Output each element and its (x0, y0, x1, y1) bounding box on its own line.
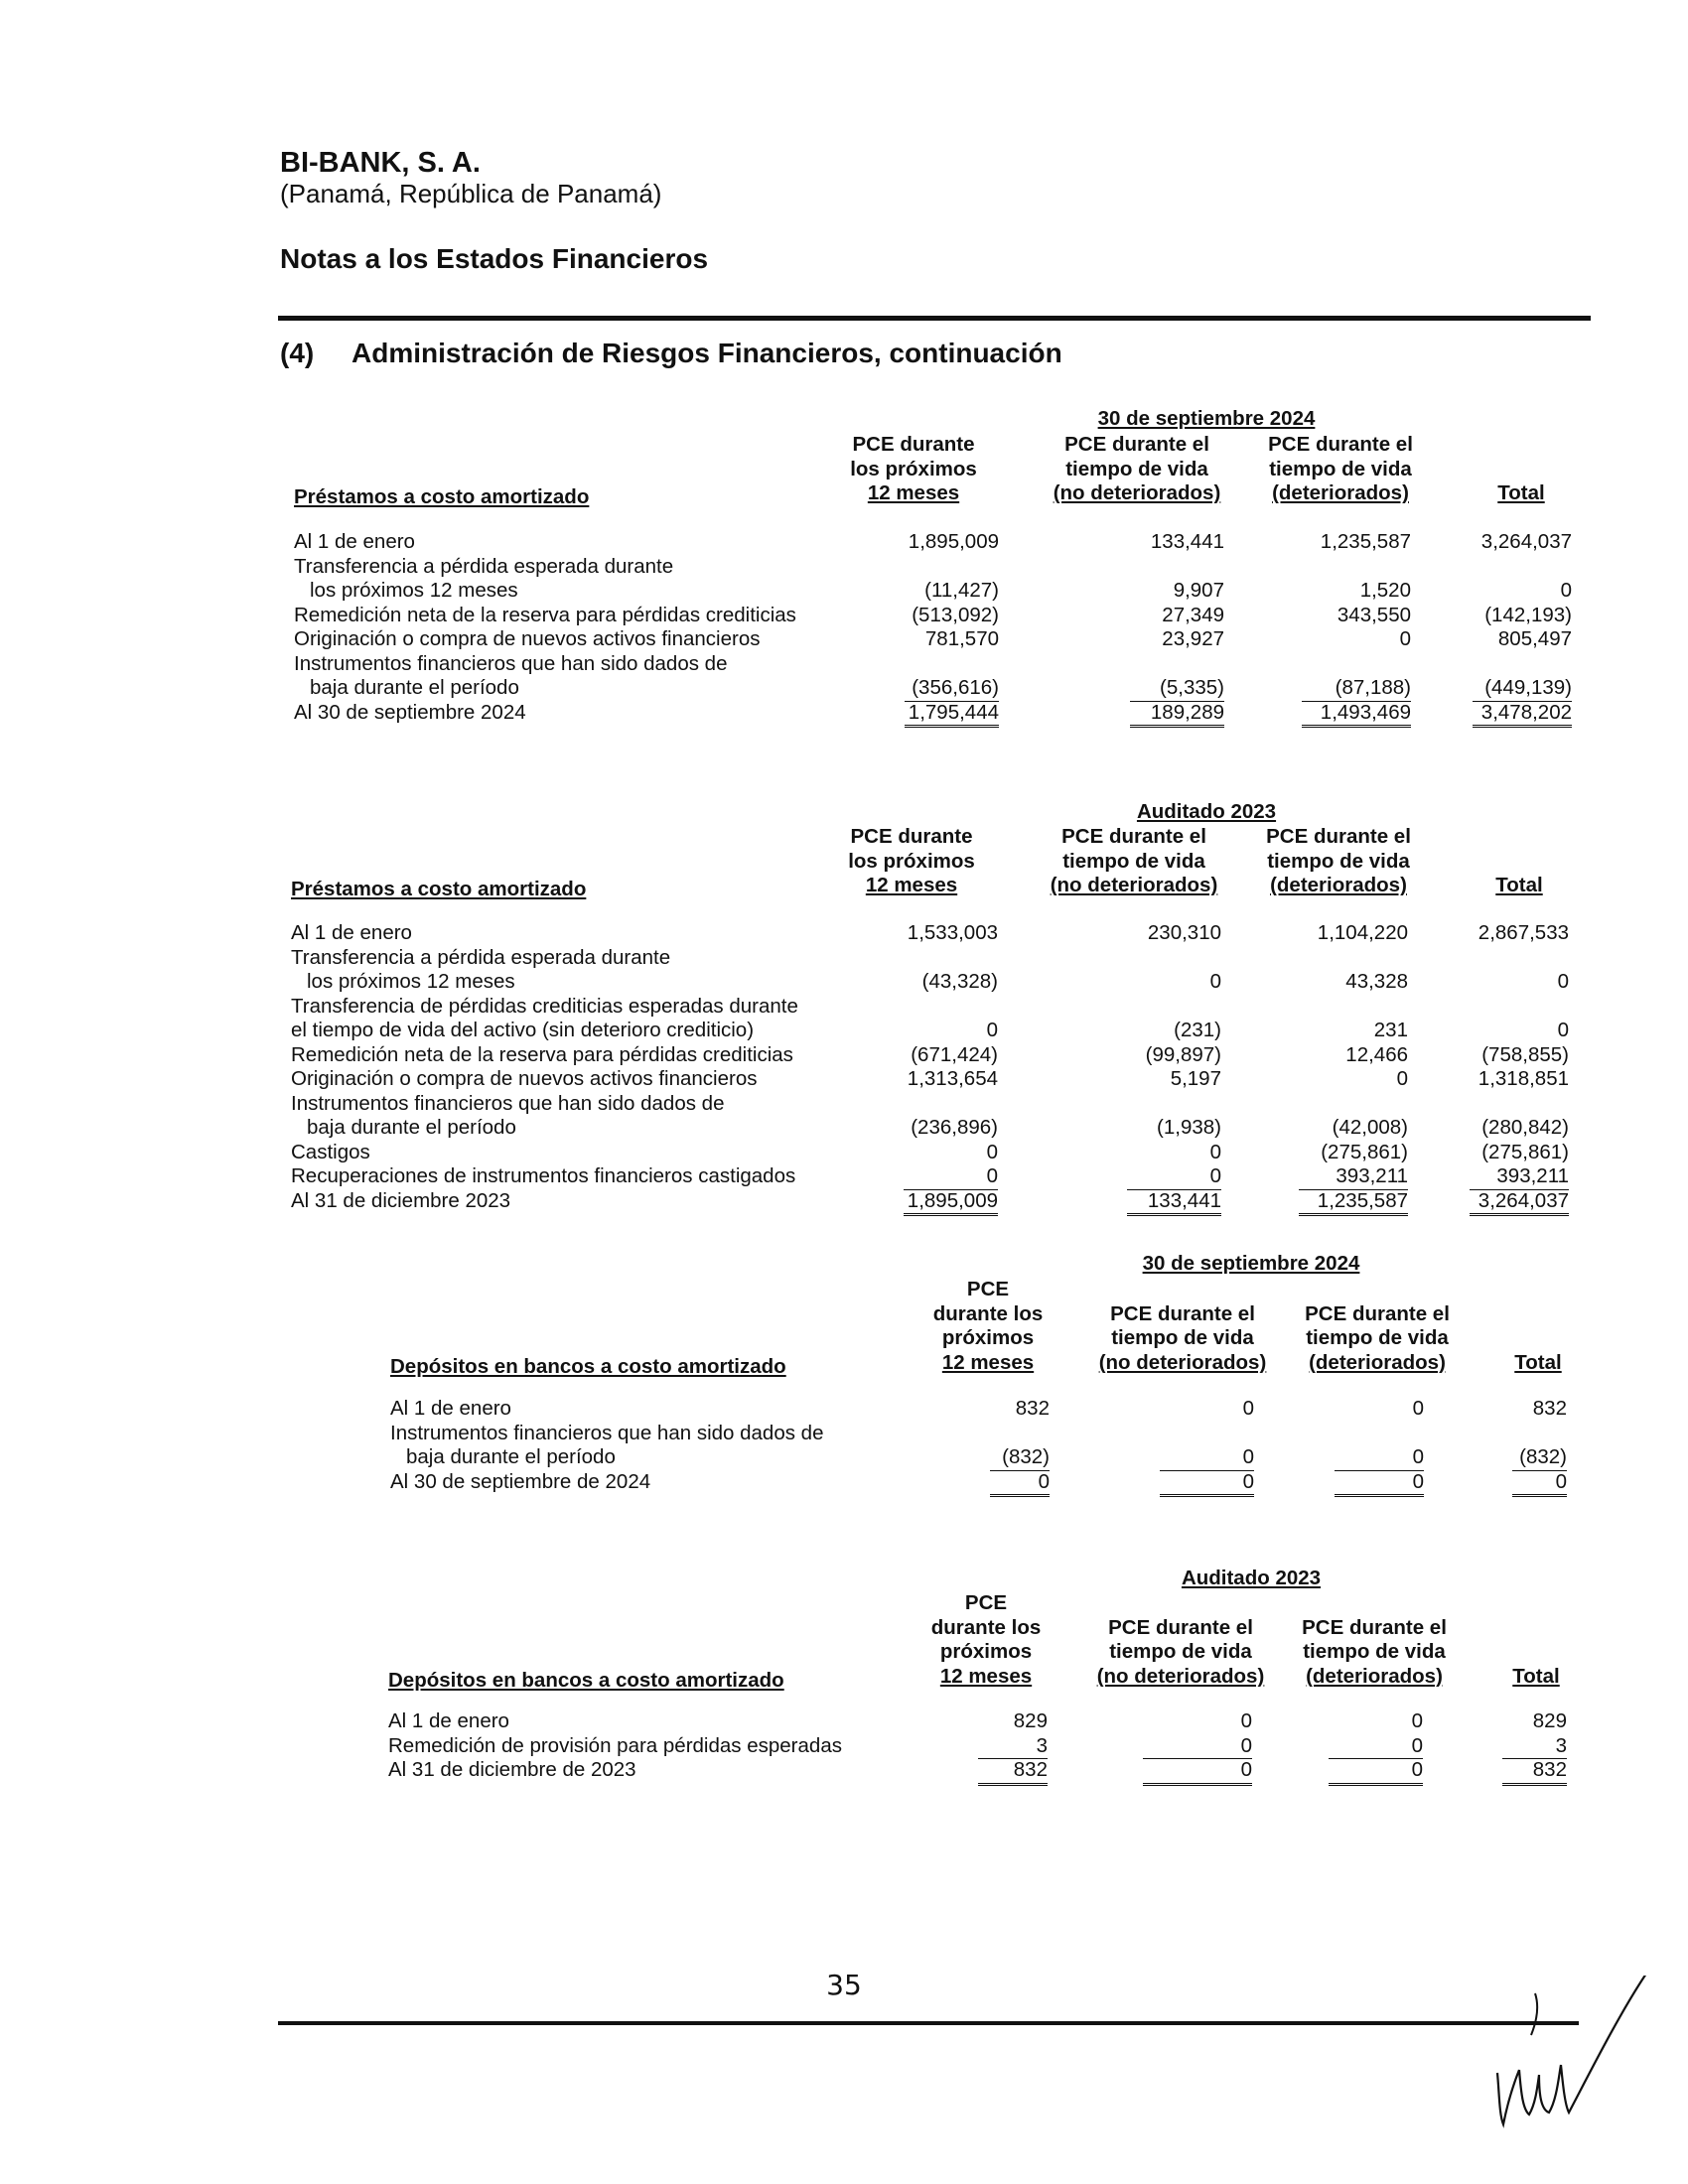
cell-value: 1,520 (1359, 579, 1411, 602)
cell-value: 832 (1502, 1758, 1567, 1786)
header-line: 12 meses (867, 481, 960, 504)
header-line: PCE durante el (1302, 1615, 1447, 1639)
cell-value: 829 (1532, 1709, 1567, 1732)
row-label: Remedición neta de la reserva para pérdidas crediticias (294, 603, 796, 626)
header-line: tiempo de vida (1062, 849, 1205, 873)
row-label: Remedición de provisión para pérdidas esperadas (388, 1733, 842, 1757)
cell-value: 0 (1335, 1445, 1424, 1471)
col-header-lifetime-impaired (1285, 1616, 1464, 1690)
cell-value: (513,092) (912, 603, 999, 626)
cell-value: 832 (1015, 1397, 1050, 1420)
cell-value: 23,927 (1162, 627, 1224, 650)
cell-value: 9,907 (1173, 579, 1224, 602)
header-line: PCE (964, 1591, 1008, 1614)
header-line: (no deteriorados) (1098, 1350, 1267, 1374)
header-line: próximos (941, 1326, 1035, 1349)
row-label-header: Depósitos en bancos a costo amortizado (390, 1354, 786, 1378)
header-line: durante los (932, 1301, 1044, 1325)
header-line: Total (1497, 481, 1545, 504)
cell-value: 1,895,009 (908, 530, 999, 553)
section-number: (4) (280, 338, 315, 368)
header-line: (deteriorados) (1272, 481, 1409, 504)
header-line: los próximos (850, 457, 977, 480)
cell-value: 1,235,587 (1299, 1189, 1408, 1217)
cell-value: 231 (1373, 1019, 1408, 1041)
row-label: Instrumentos financieros que han sido dados de (390, 1421, 824, 1444)
cell-value: 343,550 (1336, 603, 1411, 626)
header-line: PCE durante el (1108, 1615, 1253, 1639)
row-label: Originación o compra de nuevos activos financieros (294, 627, 761, 650)
cell-value: 0 (1242, 1397, 1254, 1420)
row-label-header: Préstamos a costo amortizado (291, 878, 587, 900)
col-header-lifetime-not-impaired (1093, 1302, 1272, 1376)
cell-value: 0 (1560, 579, 1572, 602)
cell-value: 133,441 (1150, 530, 1224, 553)
header-line: tiempo de vida (1111, 1326, 1254, 1349)
cell-value: 805,497 (1497, 627, 1572, 650)
row-label: Originación o compra de nuevos activos financieros (291, 1067, 758, 1090)
cell-value: 0 (1240, 1709, 1252, 1732)
cell-value: 0 (1411, 1709, 1423, 1732)
row-label: Remedición neta de la reserva para pérdidas crediticias (291, 1042, 793, 1066)
row-label: Al 1 de enero (291, 921, 412, 944)
cell-value: 0 (1399, 627, 1411, 650)
header-line: (deteriorados) (1309, 1350, 1446, 1374)
cell-value: 3 (978, 1734, 1048, 1760)
col-header-12-month-ecl (899, 1278, 1077, 1375)
header-line: durante los (930, 1615, 1042, 1639)
cell-value: 3 (1502, 1734, 1567, 1760)
cell-value: (356,616) (905, 676, 999, 702)
cell-value: (832) (1512, 1445, 1567, 1471)
cell-value: (832) (990, 1445, 1050, 1471)
header-line: (deteriorados) (1306, 1664, 1443, 1688)
signature-initials (1479, 1976, 1668, 2174)
cell-value: (5,335) (1130, 676, 1224, 702)
row-label: Castigos (291, 1140, 370, 1163)
cell-value: 0 (1160, 1470, 1254, 1498)
cell-value: 27,349 (1162, 603, 1224, 626)
period-heading: Auditado 2023 (1136, 800, 1277, 823)
cell-value: 832 (1532, 1397, 1567, 1420)
cell-value: 0 (1412, 1397, 1424, 1420)
header-line: próximos (939, 1640, 1033, 1663)
header-line: Total (1512, 1664, 1560, 1688)
cell-value: 0 (1209, 970, 1221, 993)
cell-value: 1,235,587 (1320, 530, 1411, 553)
company-location: (Panamá, República de Panamá) (280, 179, 662, 208)
row-label: baja durante el período (406, 1445, 616, 1468)
cell-value: 832 (978, 1758, 1048, 1786)
cell-value: (142,193) (1484, 603, 1572, 626)
cell-value: 0 (1335, 1470, 1424, 1498)
header-rule (278, 316, 1591, 321)
header-line: PCE durante (850, 825, 973, 848)
header-line: los próximos (848, 849, 975, 873)
header-line: 12 meses (941, 1350, 1035, 1374)
row-label: Al 1 de enero (388, 1709, 509, 1732)
header-line: PCE durante el (1266, 825, 1411, 848)
row-label-header: Préstamos a costo amortizado (294, 485, 590, 508)
row-label: Al 31 de diciembre de 2023 (388, 1758, 636, 1781)
section-title: Administración de Riesgos Financieros, continuación (352, 338, 1062, 368)
cell-value: (236,896) (911, 1116, 998, 1139)
cell-value: 1,493,469 (1302, 701, 1411, 729)
row-label: Recuperaciones de instrumentos financieros castigados (291, 1164, 796, 1187)
footer-rule (278, 2021, 1579, 2025)
row-label: baja durante el período (307, 1116, 516, 1139)
header-line: PCE durante el (1061, 825, 1206, 848)
cell-value: 189,289 (1130, 701, 1224, 729)
cell-value: 1,795,444 (905, 701, 999, 729)
col-header-lifetime-not-impaired (1048, 433, 1226, 506)
cell-value: 3,478,202 (1473, 701, 1572, 729)
col-header-12-month-ecl (897, 1591, 1075, 1689)
cell-value: (1,938) (1157, 1116, 1221, 1139)
cell-value: 781,570 (924, 627, 999, 650)
cell-value: 0 (1396, 1067, 1408, 1090)
header-line: 12 meses (939, 1664, 1033, 1688)
header-line: tiempo de vida (1109, 1640, 1252, 1663)
cell-value: 3,264,037 (1480, 530, 1572, 553)
cell-value: 1,895,009 (904, 1189, 998, 1217)
row-label-header: Depósitos en bancos a costo amortizado (388, 1668, 784, 1692)
cell-value: 0 (1512, 1470, 1567, 1498)
cell-value: (43,328) (921, 970, 998, 993)
cell-value: (275,861) (1321, 1140, 1408, 1163)
col-header-lifetime-impaired (1251, 433, 1430, 506)
col-header-12-month-ecl (822, 825, 1001, 898)
row-label: el tiempo de vida del activo (sin deterioro crediticio) (291, 1019, 755, 1041)
col-header-total (1432, 481, 1611, 506)
cell-value: (99,897) (1145, 1042, 1221, 1066)
row-label: Al 30 de septiembre 2024 (294, 700, 526, 724)
period-heading: 30 de septiembre 2024 (1142, 1252, 1360, 1275)
cell-value: 393,211 (1470, 1164, 1569, 1190)
row-label: Instrumentos financieros que han sido dados de (294, 651, 728, 675)
header-line: (no deteriorados) (1053, 481, 1221, 504)
col-header-total (1430, 874, 1609, 898)
cell-value: 133,441 (1127, 1189, 1221, 1217)
col-header-total (1447, 1665, 1625, 1690)
cell-value: 230,310 (1147, 921, 1221, 944)
row-label: baja durante el período (310, 676, 519, 699)
col-header-lifetime-impaired (1249, 825, 1428, 898)
cell-value: 0 (1143, 1758, 1252, 1786)
header-line: PCE durante el (1110, 1301, 1255, 1325)
period-heading: Auditado 2023 (1181, 1567, 1322, 1589)
cell-value: (275,861) (1481, 1140, 1569, 1163)
row-label: Transferencia a pérdida esperada durante (294, 554, 674, 578)
col-header-lifetime-not-impaired (1045, 825, 1223, 898)
cell-value: 1,318,851 (1477, 1067, 1569, 1090)
row-label: Instrumentos financieros que han sido dados de (291, 1091, 725, 1115)
row-label: Al 30 de septiembre de 2024 (390, 1469, 651, 1493)
section-heading (280, 338, 1062, 369)
cell-value: 0 (1127, 1164, 1221, 1190)
header-line: tiempo de vida (1269, 457, 1412, 480)
header-line: (deteriorados) (1270, 874, 1407, 896)
cell-value: (449,139) (1473, 676, 1572, 702)
col-header-lifetime-not-impaired (1091, 1616, 1270, 1690)
row-label: los próximos 12 meses (307, 970, 515, 993)
cell-value: (280,842) (1481, 1116, 1569, 1139)
header-line: (no deteriorados) (1050, 874, 1218, 896)
cell-value: (758,855) (1481, 1042, 1569, 1066)
cell-value: (671,424) (911, 1042, 998, 1066)
cell-value: 0 (1557, 1019, 1569, 1041)
cell-value: 3,264,037 (1470, 1189, 1569, 1217)
cell-value: (42,008) (1332, 1116, 1408, 1139)
row-label: Transferencia a pérdida esperada durante (291, 945, 671, 969)
cell-value: 5,197 (1170, 1067, 1221, 1090)
header-line: 12 meses (865, 874, 958, 896)
row-label: Transferencia de pérdidas crediticias esperadas durante (291, 994, 798, 1018)
header-line: Total (1495, 874, 1543, 896)
cell-value: 0 (904, 1164, 998, 1190)
cell-value: 0 (1329, 1734, 1423, 1760)
cell-value: 1,533,003 (907, 921, 998, 944)
header-line: PCE durante el (1064, 433, 1209, 456)
row-label: Al 1 de enero (294, 530, 415, 553)
cell-value: 393,211 (1299, 1164, 1408, 1190)
row-label: Al 31 de diciembre 2023 (291, 1188, 511, 1212)
period-heading: 30 de septiembre 2024 (1097, 407, 1316, 430)
header-line: PCE durante (852, 433, 975, 456)
header-line: tiempo de vida (1303, 1640, 1446, 1663)
cell-value: 2,867,533 (1477, 921, 1569, 944)
cell-value: 829 (1013, 1709, 1048, 1732)
row-label: los próximos 12 meses (310, 579, 518, 602)
cell-value: 0 (1329, 1758, 1423, 1786)
cell-value: 1,104,220 (1317, 921, 1408, 944)
company-name: BI-BANK, S. A. (280, 147, 481, 179)
cell-value: 0 (986, 1140, 998, 1163)
cell-value: 0 (986, 1019, 998, 1041)
page-number: 35 (826, 1969, 862, 2001)
header-line: PCE durante el (1268, 433, 1413, 456)
header-line: PCE (966, 1278, 1010, 1300)
col-header-lifetime-impaired (1288, 1302, 1467, 1376)
header-line: PCE durante el (1305, 1301, 1450, 1325)
cell-value: 43,328 (1345, 970, 1408, 993)
header-line: tiempo de vida (1267, 849, 1410, 873)
cell-value: 0 (990, 1470, 1050, 1498)
cell-value: (11,427) (924, 579, 999, 602)
header-line: tiempo de vida (1306, 1326, 1449, 1349)
col-header-total (1449, 1351, 1627, 1376)
cell-value: (231) (1174, 1019, 1221, 1041)
cell-value: 12,466 (1345, 1042, 1408, 1066)
cell-value: 0 (1557, 970, 1569, 993)
cell-value: (87,188) (1302, 676, 1411, 702)
cell-value: 1,313,654 (907, 1067, 998, 1090)
document-title: Notas a los Estados Financieros (280, 243, 709, 274)
header-line: (no deteriorados) (1096, 1664, 1265, 1688)
header-line: tiempo de vida (1065, 457, 1208, 480)
row-label: Al 1 de enero (390, 1397, 511, 1420)
cell-value: 0 (1209, 1140, 1221, 1163)
header-line: Total (1514, 1350, 1562, 1374)
cell-value: 0 (1143, 1734, 1252, 1760)
col-header-12-month-ecl (824, 433, 1003, 506)
cell-value: 0 (1160, 1445, 1254, 1471)
